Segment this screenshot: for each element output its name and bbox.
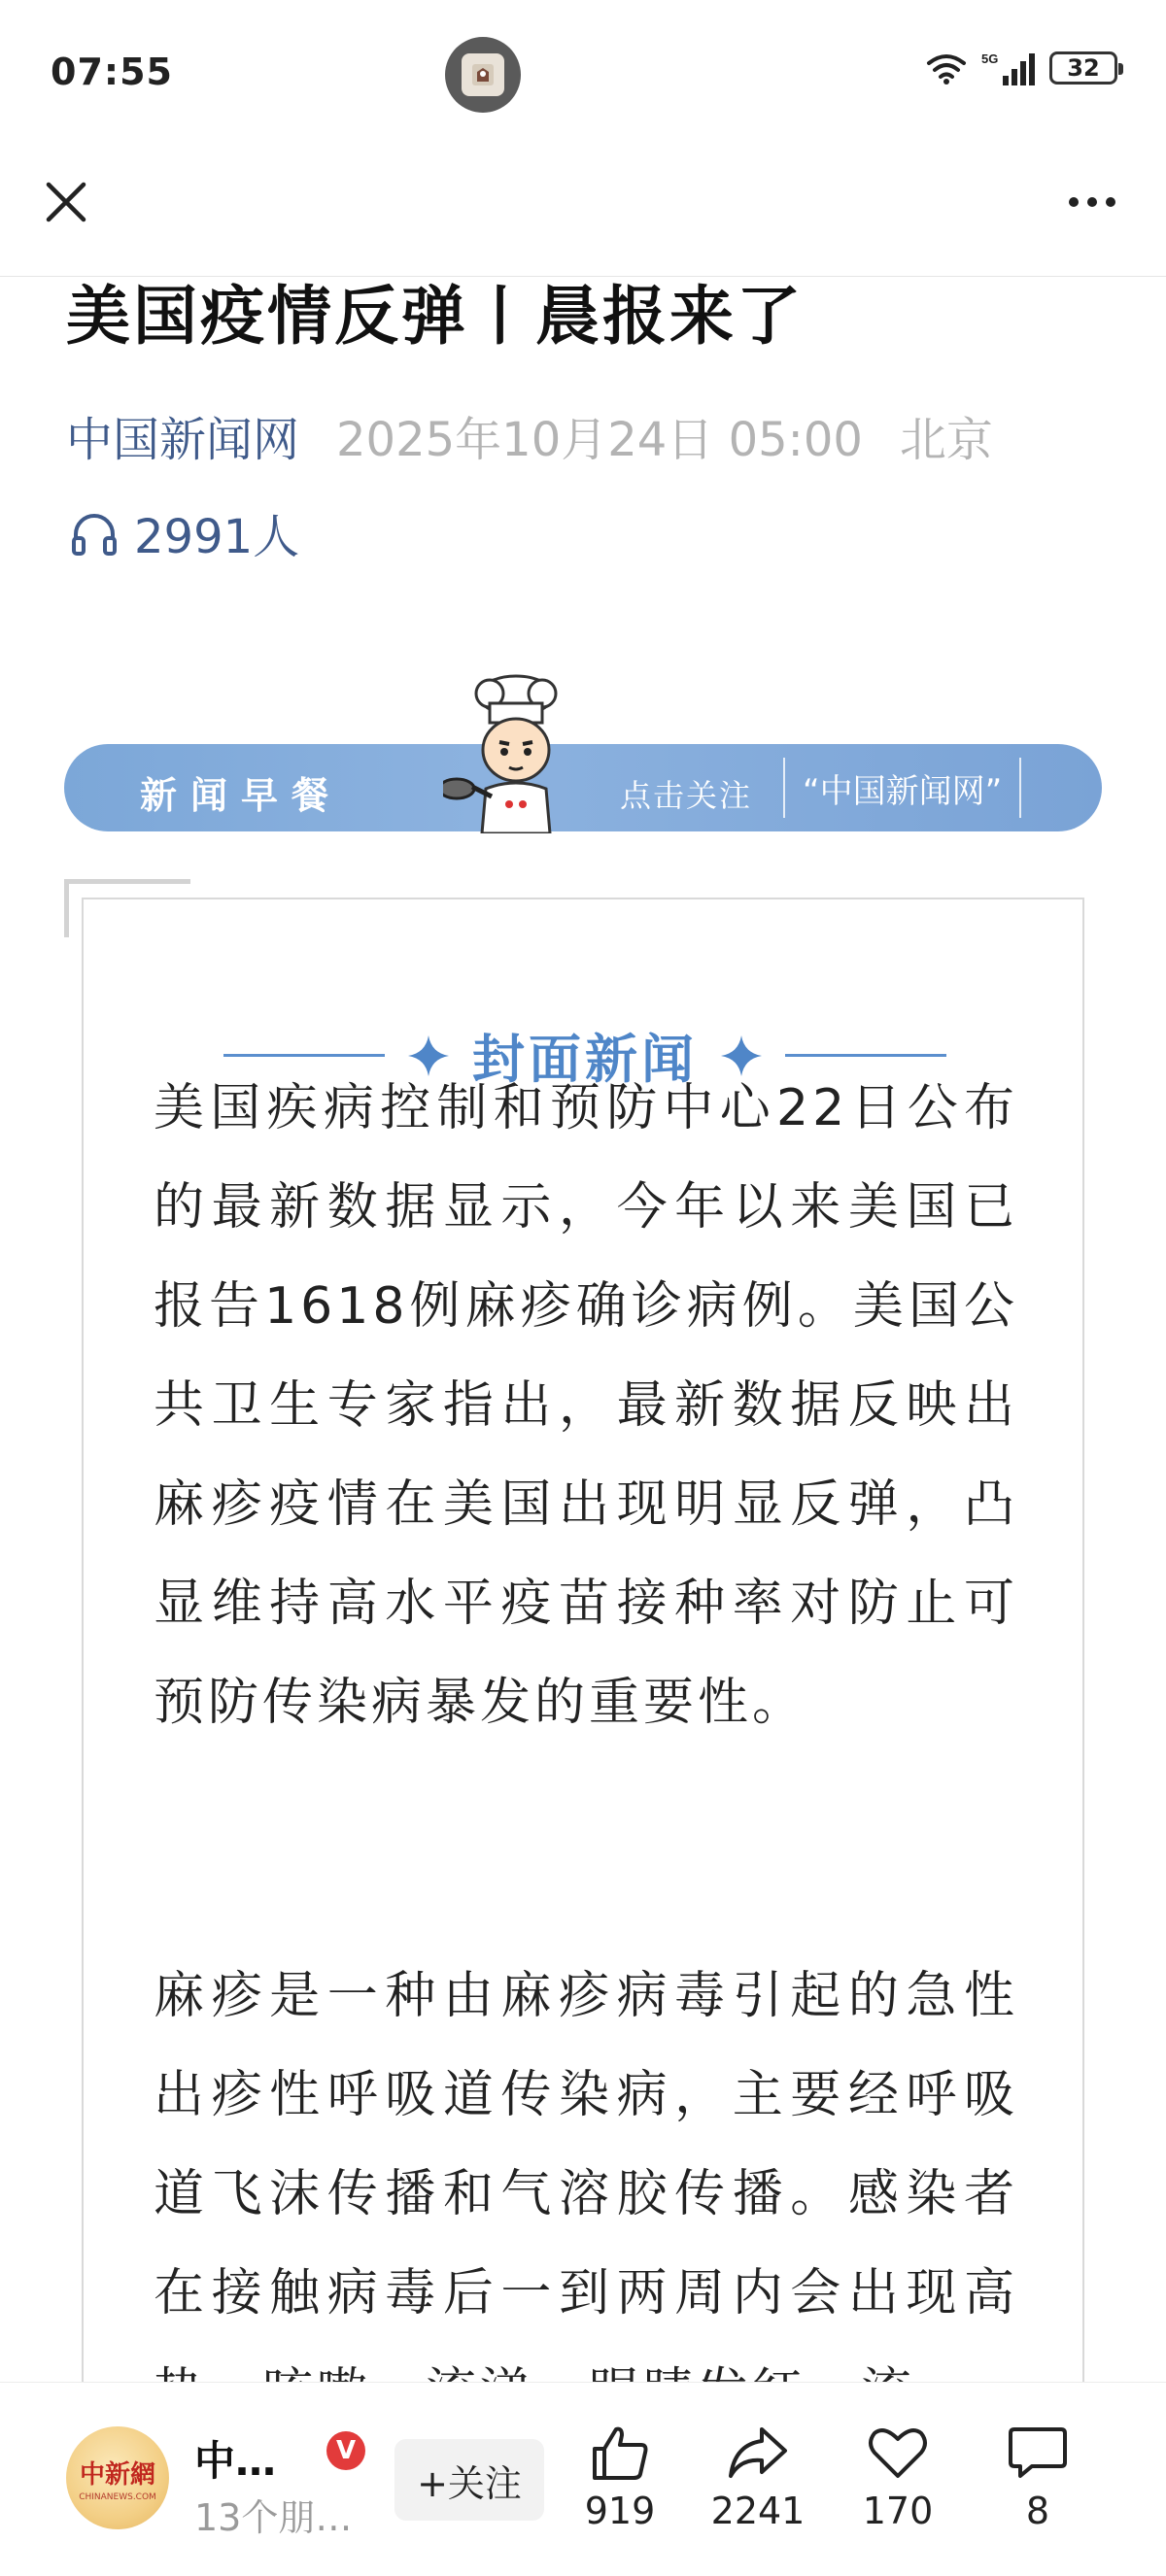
like-button[interactable] (562, 2423, 678, 2532)
publisher-logo-sub: CHINANEWS.COM (79, 2491, 156, 2502)
listen-count-text: 2991人 (134, 510, 300, 564)
headphones-icon (70, 511, 119, 556)
chef-mascot-icon (443, 674, 589, 833)
favorite-count: 170 (862, 2490, 934, 2532)
verified-badge-icon: V (326, 2431, 365, 2470)
article-date: 2025年10月24日 05:00 (336, 413, 863, 467)
section-divider-left (223, 1054, 385, 1057)
wifi-icon (925, 51, 968, 85)
battery-icon (1049, 51, 1117, 85)
article-paragraph: 美国疾病控制和预防中心22日公布的最新数据显示，今年以来美国已报告1618例麻疹确诊病例。美国公共卫生专家指出，最新数据反映出麻疹疫情在美国出现明显反弹，凸显维持高水平疫苗接种率对防止可预防传染病暴发的重要性。 (154, 1079, 1018, 1732)
publisher-avatar[interactable] (66, 2426, 169, 2529)
thumbs-up-icon (589, 2423, 651, 2482)
section-title: 封面新闻 (472, 1029, 698, 1090)
status-icons (925, 51, 1117, 85)
share-count: 2241 (710, 2490, 806, 2532)
publisher-name[interactable]: 中… (194, 2437, 277, 2485)
share-button[interactable] (700, 2423, 816, 2532)
section-divider-right (785, 1054, 946, 1057)
banner-follow-text: 点击关注 (620, 777, 753, 814)
publisher-friends: 13个朋… (194, 2496, 353, 2539)
article-location: 北京 (899, 413, 993, 467)
close-icon (43, 179, 89, 225)
comment-count: 8 (1025, 2490, 1050, 2532)
app-logo-icon (462, 53, 504, 96)
article-title: 美国疫情反弹丨晨报来了 (66, 279, 804, 354)
article-paragraph: 麻疹是一种由麻疹病毒引起的急性出疹性呼吸道传染病，主要经呼吸道飞沫传播和气溶胶传播。感染者在接触病毒后一到两周内会出现高 (154, 1967, 1018, 2322)
more-icon (1069, 197, 1079, 207)
follow-button[interactable]: +关注 (394, 2439, 544, 2521)
svg-text:5G: 5G (981, 51, 999, 66)
banner-left-text: 新闻早餐 (140, 774, 343, 817)
more-button[interactable] (1053, 175, 1131, 229)
listen-count[interactable] (70, 499, 299, 566)
heart-icon (867, 2423, 929, 2482)
bottom-action-bar (0, 2382, 1166, 2576)
article-source-link[interactable]: 中国新闻网 (66, 413, 300, 467)
article-meta (66, 402, 993, 469)
publisher-logo-text: 中新網 (79, 2459, 155, 2490)
status-app-avatar (445, 37, 521, 113)
battery-level: 32 (1067, 54, 1100, 82)
close-button[interactable] (37, 173, 95, 231)
status-time: 07:55 (51, 51, 173, 93)
cover-news-card (79, 898, 1084, 2576)
share-icon (727, 2423, 789, 2482)
favorite-button[interactable] (840, 2423, 956, 2532)
comment-icon (1007, 2423, 1069, 2482)
status-bar (0, 0, 1166, 146)
comment-button[interactable] (979, 2423, 1096, 2532)
banner-name-text: “中国新闻网” (783, 758, 1021, 818)
5g-signal-icon (981, 51, 1036, 85)
top-nav (0, 146, 1166, 277)
like-count: 919 (584, 2490, 656, 2532)
